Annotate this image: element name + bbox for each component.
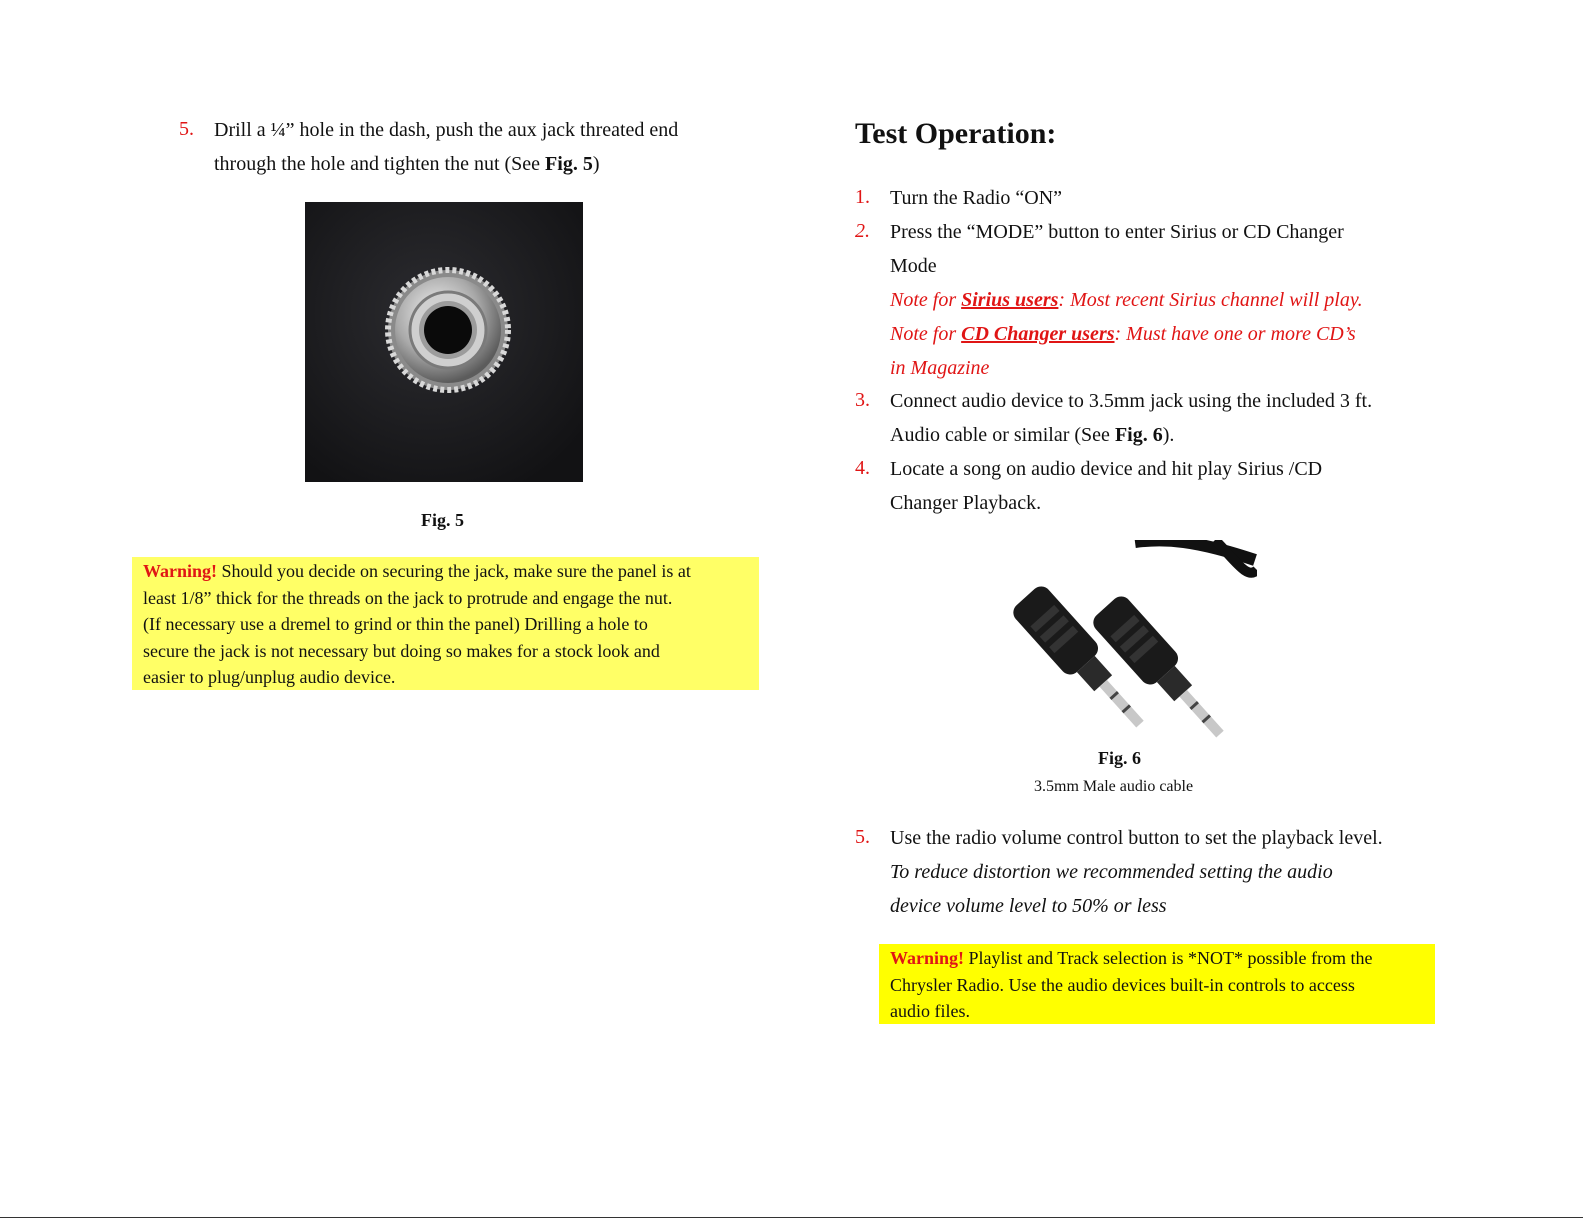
page-bottom-rule <box>0 1217 1583 1218</box>
step-number: 4. <box>855 457 870 479</box>
warning-box: Warning! Playlist and Track selection is *NOT* possible from the Chrysler Radio. Use the audio devices built-in controls to access audio files. <box>879 944 1435 1024</box>
step-number: 5. <box>179 118 194 140</box>
audio-cable-photo <box>985 540 1257 740</box>
tip-text: To reduce distortion we recommended setting the audio <box>890 861 1333 883</box>
step-text: Locate a song on audio device and hit play Sirius /CD <box>890 458 1323 480</box>
figure-subcaption: 3.5mm Male audio cable <box>1034 778 1194 795</box>
step-text: through the hole and tighten the nut (See Fig. 5) <box>214 153 600 175</box>
warning-label: Warning! <box>890 948 965 968</box>
note-sirius: Note for Sirius users: Most recent Sirius channel will play. <box>890 289 1363 311</box>
step-text: Mode <box>890 255 937 277</box>
step-text: Drill a ¼” hole in the dash, push the aux jack threated end <box>214 119 679 141</box>
section-heading: Test Operation: <box>855 117 1057 150</box>
note-cd-changer-cont: in Magazine <box>890 357 990 379</box>
step-text: Audio cable or similar (See Fig. 6). <box>890 424 1175 446</box>
step-text: Turn the Radio “ON” <box>890 187 1063 209</box>
warning-label: Warning! <box>143 561 218 581</box>
step-number: 3. <box>855 389 870 411</box>
figure-caption: Fig. 6 <box>1098 748 1141 768</box>
aux-jack-photo <box>305 202 583 482</box>
step-number: 2. <box>855 220 870 242</box>
warning-box: Warning! Should you decide on securing the jack, make sure the panel is at least 1/8” thick for the threads on the jack to protrude and engage the nut. (If necessary use a dremel to grind or thin the panel) Drilling a hole to secure the jack is not necessary but doing so makes for a stock look and easier to plug/unplug audio device. <box>132 557 759 690</box>
step-text: Changer Playback. <box>890 492 1042 514</box>
step-number: 1. <box>855 186 870 208</box>
tip-text: device volume level to 50% or less <box>890 895 1167 917</box>
figure-caption: Fig. 5 <box>421 510 464 530</box>
note-cd-changer: Note for CD Changer users: Must have one or more CD’s <box>890 323 1356 345</box>
step-text: Use the radio volume control button to set the playback level. <box>890 827 1383 849</box>
step-number: 5. <box>855 826 870 848</box>
step-text: Press the “MODE” button to enter Sirius or CD Changer <box>890 221 1344 243</box>
step-text: Connect audio device to 3.5mm jack using the included 3 ft. <box>890 390 1373 412</box>
